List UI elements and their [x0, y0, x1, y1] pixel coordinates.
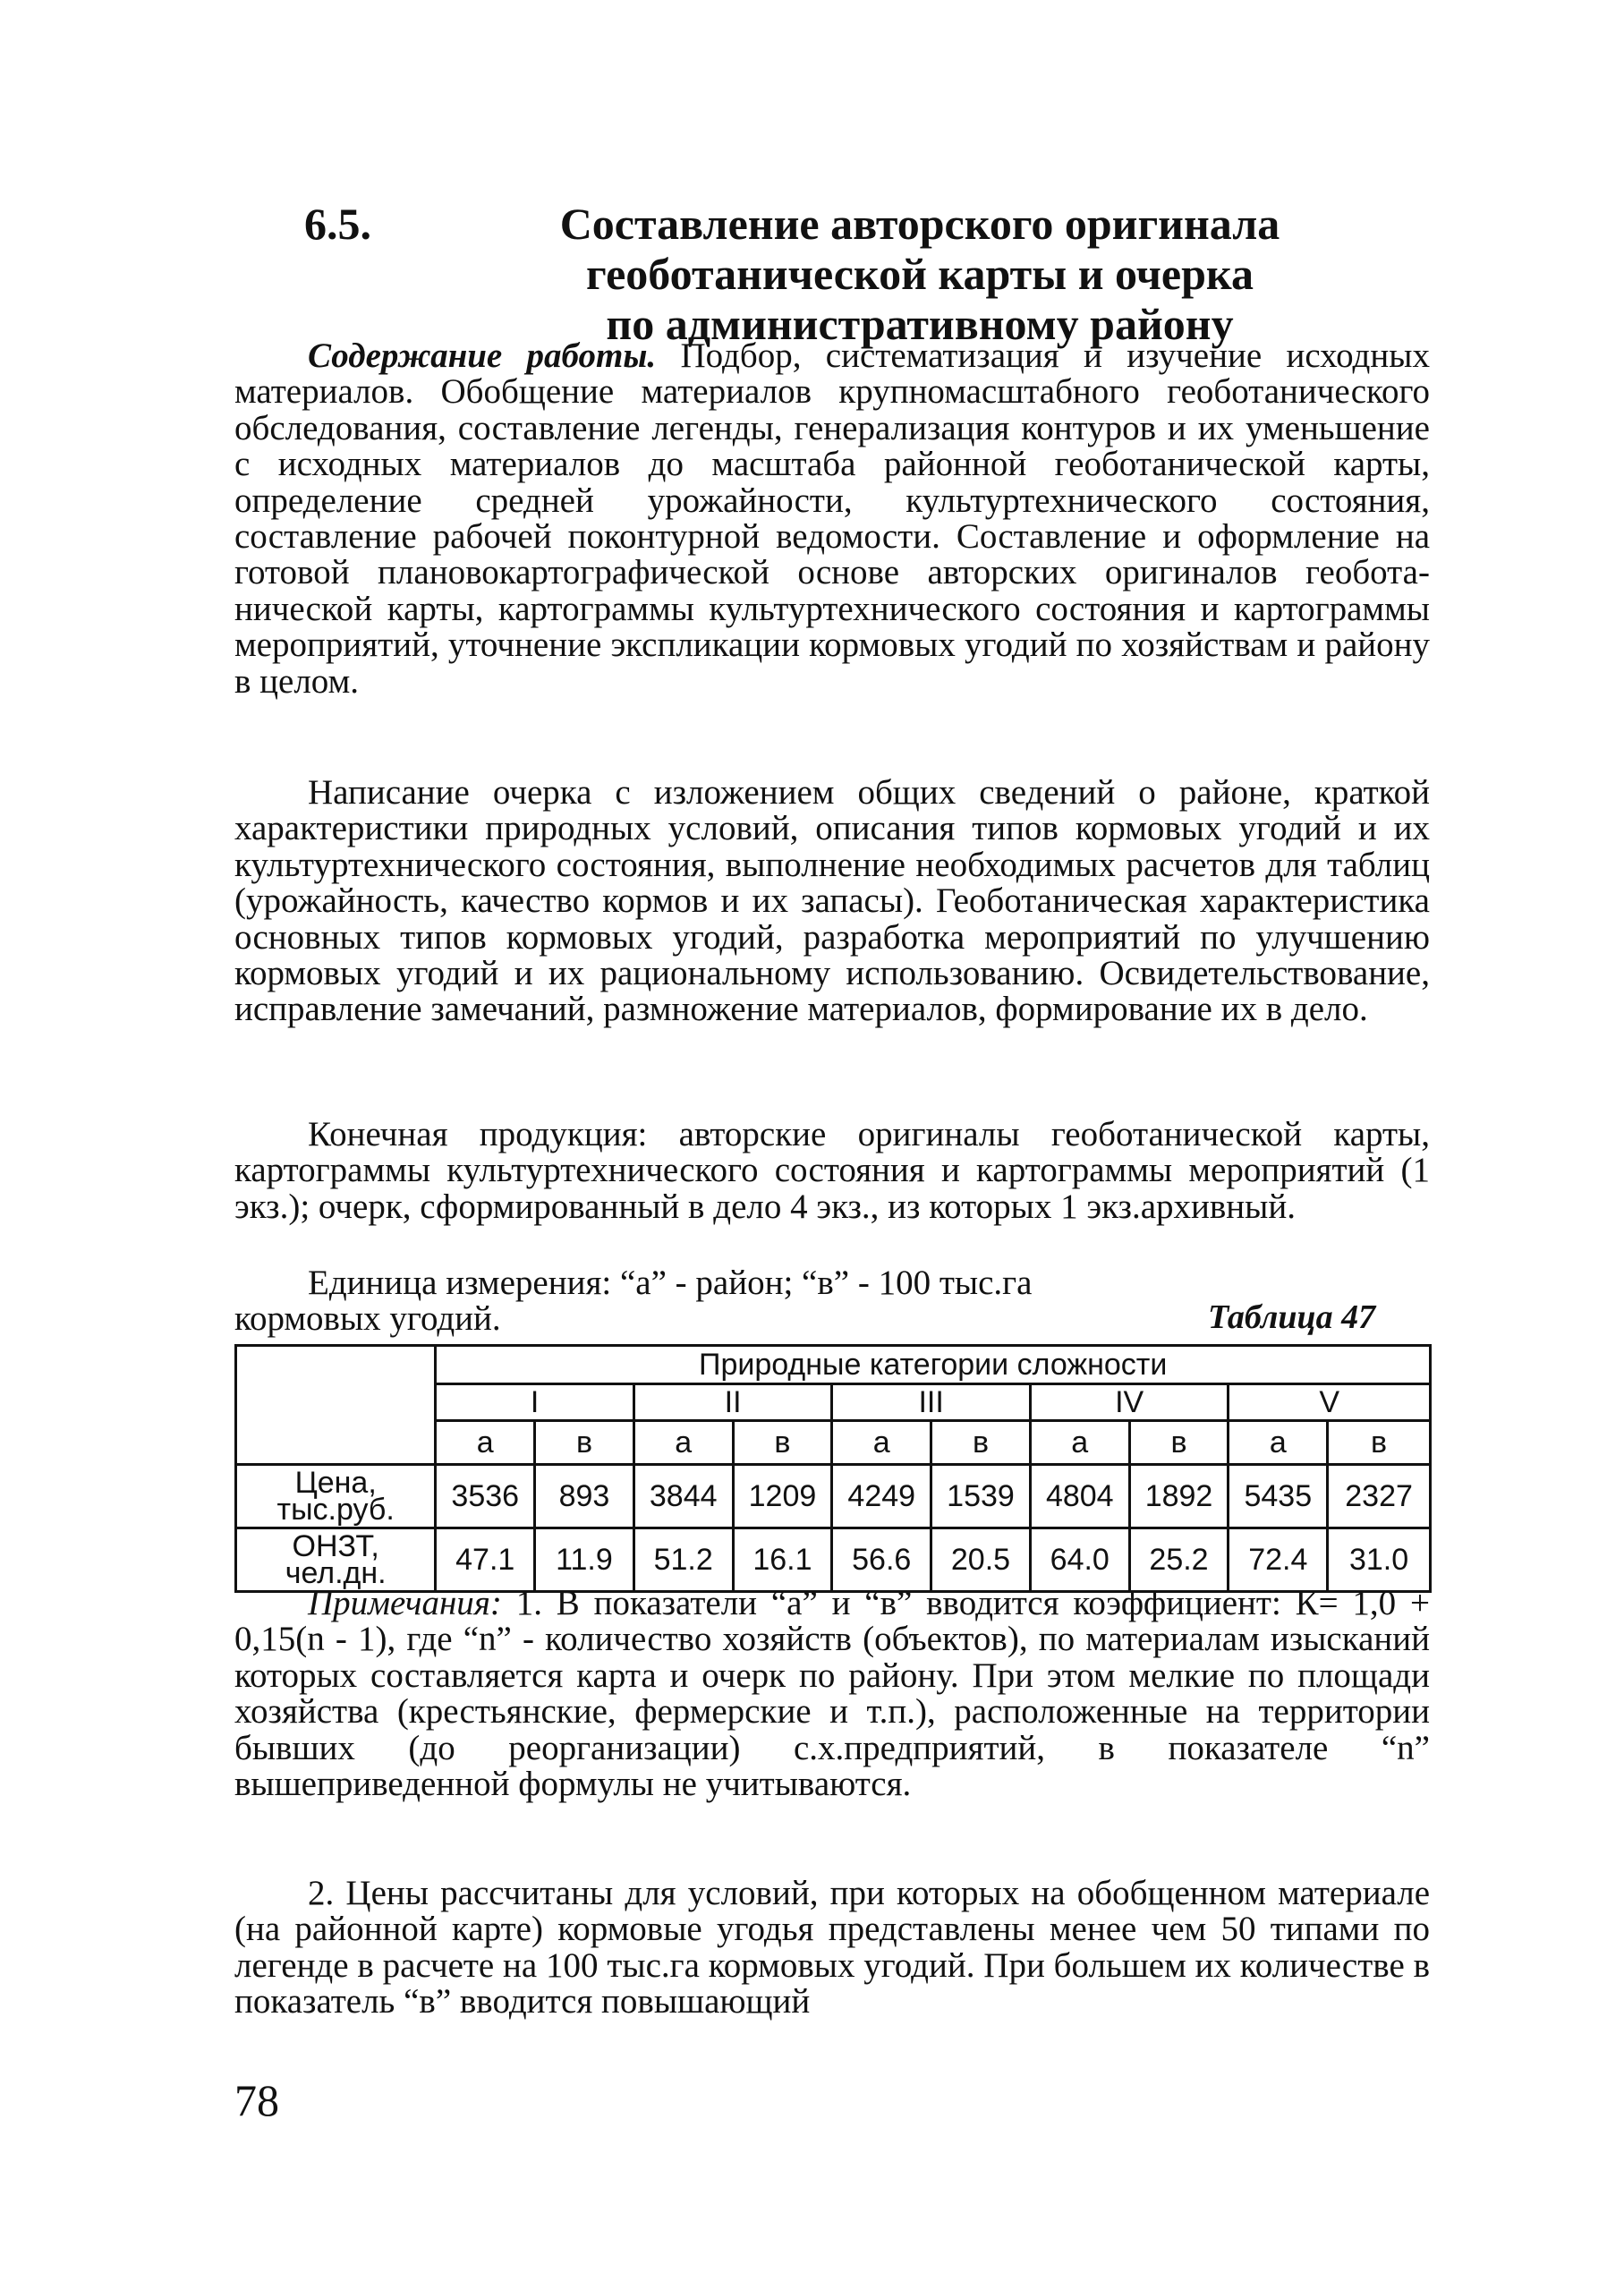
table-cell: 47.1 — [436, 1528, 535, 1592]
table-subcol-header: а — [633, 1421, 733, 1465]
table-group-header: Природные категории сложности — [436, 1346, 1431, 1384]
table-cell: 893 — [535, 1465, 634, 1528]
notes-lead: Примечания: — [308, 1584, 502, 1622]
table-cell: 3536 — [436, 1465, 535, 1528]
table-cell: 16.1 — [733, 1528, 832, 1592]
paragraph-essay: Написание очерка с изложением общих сведений о районе, краткой характеристики природных условий, описания типов кормовых угодий и их культуртехнического состояния, выполнение необходимых расчетов для таблиц (урожайность, качество кормов и их запасы). Геоботаническая характеристика основных типов кормовых угодий, разработка мероприятий по улучшению кормовых угодий и их рациональному использованию. Освидетельствование, исправление замечаний, размножение материалов, формирование их в дело. — [234, 773, 1430, 1029]
table-cell: 1209 — [733, 1465, 832, 1528]
table-cell: 4804 — [1030, 1465, 1129, 1528]
table-cell: 20.5 — [931, 1528, 1031, 1592]
table-cell: 56.6 — [832, 1528, 931, 1592]
table-subcol-header: а — [832, 1421, 931, 1465]
table-notes-2: 2. Цены рассчитаны для условий, при которых на обобщенном материале (на районной карте) кормовые угодья представлены менее чем 50 типами по легенде в расчете на 100 тыс.га кормовых угодий. При большем их количестве в показатель “в” вводится повышающий — [234, 1874, 1430, 2021]
notes-text: 1. В показатели “а” и “в” вводится коэффициент: К= 1,0 + 0,15(n - 1), где “n” - количество хозяйств (объектов), по материалам изысканий которых составляется карта и очерк по району. При этом мелкие по площади хозяйства (крестьянские, фермерские и т.п.), расположенные на территории бывших (до реорганизации) с.х.предприятий, в показателе “n” вышеприведенной формулы не учитываются. — [234, 1584, 1430, 1804]
table-subcol-header: а — [436, 1421, 535, 1465]
price-table — [234, 1344, 1432, 1593]
table-subcol-header: в — [931, 1421, 1031, 1465]
table-cell: 4249 — [832, 1465, 931, 1528]
section-title-line: по административному району — [606, 299, 1234, 349]
table-cell: 2327 — [1328, 1465, 1431, 1528]
table-category-header: II — [633, 1384, 832, 1421]
table-row-label: ОНЗТ, чел.дн. — [236, 1528, 436, 1592]
table-cell: 1892 — [1129, 1465, 1229, 1528]
table-cell: 25.2 — [1129, 1528, 1229, 1592]
table-cell: 72.4 — [1229, 1528, 1328, 1592]
units-line: кормовых угодий. — [234, 1299, 501, 1339]
table-row — [236, 1528, 1431, 1592]
table-cell: 64.0 — [1030, 1528, 1129, 1592]
table-cell: 1539 — [931, 1465, 1031, 1528]
table-cell: 11.9 — [535, 1528, 634, 1592]
table-subcol-header: в — [1328, 1421, 1431, 1465]
table-cell: 31.0 — [1328, 1528, 1431, 1592]
table-subcol-header: а — [1030, 1421, 1129, 1465]
table-row-label: Цена, тыс.руб. — [236, 1465, 436, 1528]
section-number: 6.5. — [304, 199, 371, 249]
table-subcol-header: а — [1229, 1421, 1328, 1465]
table-subcol-header: в — [733, 1421, 832, 1465]
table-cell: 51.2 — [633, 1528, 733, 1592]
table-subcol-header: в — [535, 1421, 634, 1465]
paragraph-text: Подбор, систематизация и изучение исходных материалов. Обобщение материалов крупномасштабного геоботанического обследования, составление легенды, генерализация контуров и их уменьшение с исходных материалов до масштаба районной геоботанической карты, определение средней урожайности, культуртехнического состояния, составление рабочей поконтурной ведомости. Составление и оформление на готовой плановокартографической основе авторских оригиналов геоботанической карты, картограммы культуртехнического состояния и картограммы мероприятий, уточнение экспликации кормовых угодий по хозяйствам и району в целом. — [234, 336, 1430, 701]
table-notes-1 — [234, 1586, 1430, 1802]
units-line: Единица измерения: “а” - район; “в” - 100 тыс.га — [308, 1264, 1033, 1302]
section-title-line: Составление авторского оригинала — [559, 199, 1280, 249]
table-category-header: I — [436, 1384, 633, 1421]
paragraph-final-product: Конечная продукция: авторские оригиналы геоботанической карты, картограммы культуртехнического состояния и картограммы мероприятий (1 экз.); очерк, сформированный в дело 4 экз., из которых 1 экз.архивный. — [234, 1115, 1430, 1226]
page-number: 78 — [234, 2075, 279, 2125]
table-category-header: IV — [1030, 1384, 1229, 1421]
paragraph-work-content — [234, 338, 1430, 700]
section-title-line: геоботанической карты и очерка — [586, 249, 1254, 299]
paragraph-lead: Содержание работы. — [308, 336, 657, 375]
table-cell: 5435 — [1229, 1465, 1328, 1528]
table-row — [236, 1465, 1431, 1528]
table-corner-cell — [236, 1346, 436, 1465]
table-caption: Таблица 47 — [1208, 1298, 1376, 1336]
table-cell: 3844 — [633, 1465, 733, 1528]
table-category-header: III — [832, 1384, 1031, 1421]
table-category-header: V — [1229, 1384, 1431, 1421]
table-subcol-header: в — [1129, 1421, 1229, 1465]
section-title — [455, 199, 1385, 349]
